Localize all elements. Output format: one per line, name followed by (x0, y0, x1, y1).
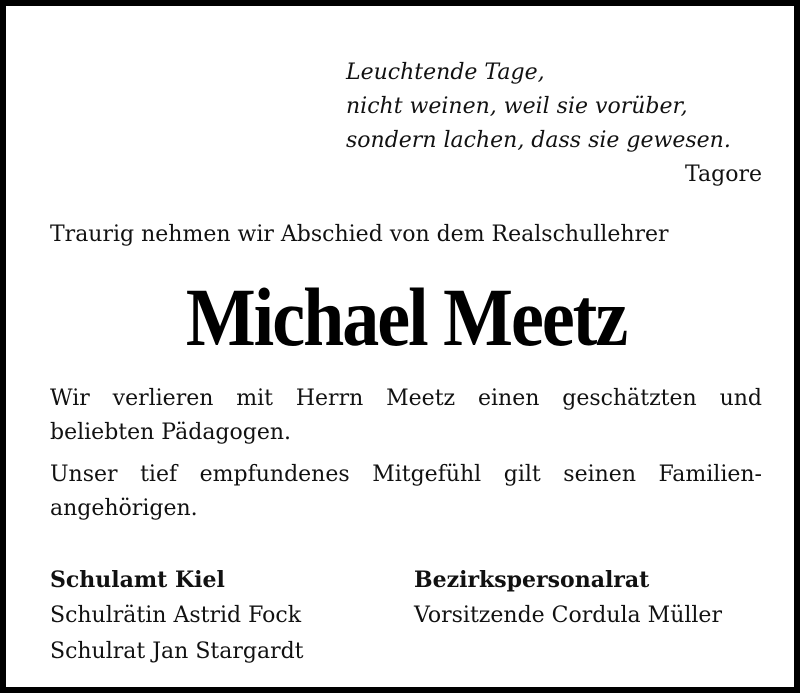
signature-heading: Bezirkspersonalrat (414, 567, 650, 593)
signature-schulamt (50, 562, 304, 670)
signature-line: Schulrat Jan Stargardt (50, 639, 304, 664)
intro-text: Traurig nehmen wir Abschied von dem Realschullehrer (50, 222, 669, 247)
signature-personalrat (414, 562, 722, 634)
paragraph-tribute (50, 382, 762, 450)
signature-line: Schulrätin Astrid Fock (50, 603, 302, 628)
paragraph-line: Unser tief empfundenes Mitgefühl gilt seinen Familien- (50, 462, 762, 487)
quote-line-1: Leuchtende Tage, (346, 60, 545, 85)
quote-line-2: nicht weinen, weil sie vorüber, (346, 94, 688, 119)
paragraph-condolence (50, 458, 762, 526)
deceased-name: Michael Meetz (185, 272, 627, 364)
paragraph-line: Wir verlieren mit Herrn Meetz einen geschätzten und (50, 386, 762, 411)
paragraph-line: beliebten Pädagogen. (50, 420, 292, 445)
quote-line-3: sondern lachen, dass sie gewesen. (346, 128, 731, 153)
signature-line: Vorsitzende Cordula Müller (414, 603, 722, 628)
paragraph-line: angehörigen. (50, 496, 198, 521)
signature-heading: Schulamt Kiel (50, 567, 225, 593)
quote-author: Tagore (685, 162, 762, 187)
quote-block (346, 56, 762, 192)
